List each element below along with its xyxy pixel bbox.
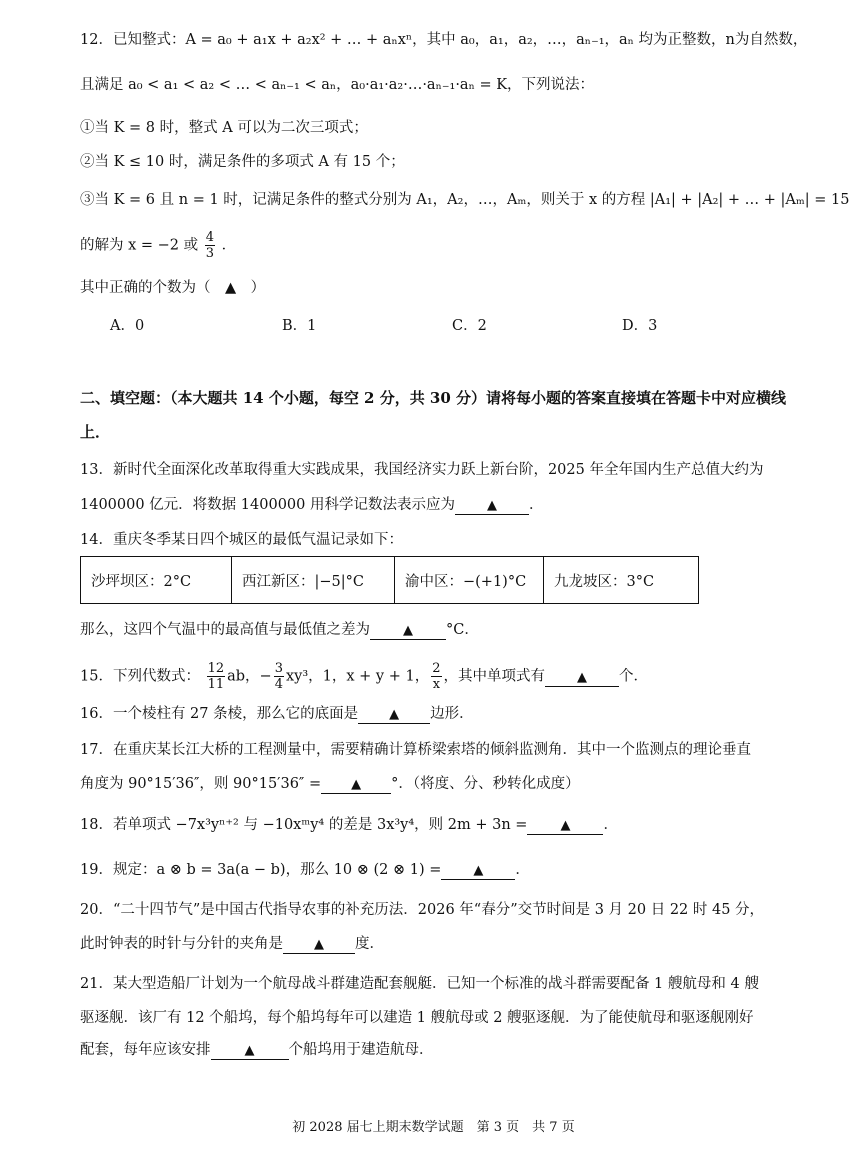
q16-line [80,704,474,724]
q13-line2-end: ． [528,497,544,513]
q21-line3-end: 个船坞用于建造航母． [288,1042,434,1058]
option-b: B．1 [282,318,317,334]
q20-line1: 20．“二十四节气”是中国古代指导农事的补充历法．2026 年“春分”交节时间是 3 月 20 日 22 时 45 分， [80,902,765,918]
q17-line2-text: 角度为 90°15′36″，则 90°15′36″ = [80,776,322,792]
q12-ask: 其中正确的个数为（ ▲ ） [80,280,266,296]
option-c: C．2 [452,318,487,334]
q12-tail-suffix: ． [221,237,237,254]
triangle-mark-icon: ▲ [473,863,484,878]
option-d: D．3 [622,318,658,334]
q17-line2-end: °．（将度、分、秒转化成度） [391,776,580,792]
q19-text: 19．规定：a ⊗ b = 3a(a − b)，那么 10 ⊗ (2 ⊗ 1) = [80,862,442,878]
page-footer: 初 2028 届七上期末数学试题 第 3 页 共 7 页 [292,1120,575,1135]
fraction-numerator: 2 [432,661,441,676]
q15-term2-tail: xy³，1，x + y + 1， [285,668,430,685]
temp-cell-xijiang: 西江新区：|−5|°C [232,557,395,604]
q20-line2-text: 此时钟表的时针与分针的夹角是 [80,936,283,952]
q16-end: 边形． [430,706,474,722]
q16-text: 16．一个棱柱有 27 条棱，那么它的底面是 [80,706,359,722]
fraction-numerator: 4 [205,230,215,245]
q14-question-text: 那么，这四个气温中的最高值与最低值之差为 [80,622,370,638]
q18-text: 18．若单项式 −7x³yⁿ⁺² 与 −10xᵐy⁴ 的差是 3x³y⁴，则 2m + 3n = [80,817,528,833]
fraction-3-4 [274,661,284,692]
triangle-mark-icon: ▲ [244,1043,255,1058]
q14-question [80,620,479,640]
q21-line3 [80,1040,434,1060]
answer-blank-19 [441,861,515,880]
q14-question-end: °C． [446,622,479,638]
table-row [81,557,699,604]
q20-line2-end: 度． [355,936,384,952]
fraction-2-x [431,661,441,692]
q12-line1: 12．已知整式：A = a₀ + a₁x + a₂x² + … + aₙxⁿ，其中 a₀，a₁，a₂，…，aₙ₋₁，aₙ 均为正整数，n为自然数， [80,32,808,48]
q21-line2: 驱逐舰．该厂有 12 个船坞，每个船坞每年可以建造 1 艘航母或 2 艘驱逐舰．为了能使航母和驱逐舰刚好 [80,1010,754,1026]
q17-line2 [80,774,580,794]
triangle-mark-icon: ▲ [403,623,413,638]
triangle-mark-icon: ▲ [351,777,362,792]
q19-line [80,860,530,880]
q12-statement-3-tail [80,230,236,261]
q14-intro: 14．重庆冬季某日四个城区的最低气温记录如下： [80,532,403,548]
temperature-table [80,556,699,604]
temp-cell-jiulongpo: 九龙坡区：3°C [544,557,699,604]
q20-line2 [80,934,384,954]
q15-suffix: ，其中单项式有 [443,668,545,685]
fraction-denominator: 4 [274,677,283,692]
q12-statement-1: ①当 K = 8 时，整式 A 可以为二次三项式； [80,120,368,136]
triangle-mark-icon: ▲ [314,937,324,952]
triangle-mark-icon: ▲ [486,498,497,513]
fraction-12-11 [207,661,226,692]
triangle-mark-icon: ▲ [560,818,571,833]
q15-end: 个． [619,668,648,685]
q12-statement-2: ②当 K ≤ 10 时，满足条件的多项式 A 有 15 个； [80,154,405,170]
q15-term1-tail: ab，− [227,668,272,685]
answer-blank-15 [545,668,619,687]
answer-blank-14 [370,621,446,640]
fraction-numerator: 3 [274,661,283,676]
q15-prefix: 15．下列代数式： [80,668,200,685]
answer-blank-16 [358,705,430,724]
fraction-numerator: 12 [207,661,225,676]
answer-blank-17 [321,775,391,794]
q15-line [80,661,648,692]
section2-heading-line1: 二、填空题：（本大题共 14 个小题，每空 2 分，共 30 分）请将每小题的答案直接填在答题卡中对应横线 [80,389,787,407]
q19-end: ． [515,862,530,878]
q12-statement-3: ③当 K = 6 且 n = 1 时，记满足条件的整式分别为 A₁，A₂，…，Aₘ，则关于 x 的方程 |A₁| + |A₂| + … + |Aₘ| = 15 [80,192,850,208]
q12-line2: 且满足 a₀ < a₁ < a₂ < … < aₙ₋₁ < aₙ，a₀·a₁·a₂·…·aₙ₋₁·aₙ = K，下列说法： [80,77,595,93]
q13-line1: 13．新时代全面深化改革取得重大实践成果，我国经济实力跃上新台阶，2025 年全年国内生产总值大约为 [80,462,764,478]
option-a: A．0 [110,318,145,334]
fraction-denominator: 3 [205,246,215,261]
q13-line2-text: 1400000 亿元．将数据 1400000 用科学记数法表示应为 [80,497,455,513]
triangle-mark-icon: ▲ [389,707,400,722]
q18-end: ． [603,817,618,833]
q21-line3-text: 配套，每年应该安排 [80,1042,211,1058]
answer-blank-21 [211,1041,289,1060]
fraction-denominator: 11 [207,677,225,692]
answer-blank-20 [283,935,355,954]
temp-cell-yuzhong: 渝中区：−(+1)°C [395,557,544,604]
section2-heading-line2: 上． [80,423,111,441]
answer-blank-18 [527,816,603,835]
triangle-mark-icon: ▲ [577,669,587,685]
q13-line2 [80,495,543,515]
q18-line [80,815,618,835]
fraction-four-thirds [205,230,215,261]
answer-blank-13 [455,496,529,515]
q21-line1: 21．某大型造船厂计划为一个航母战斗群建造配套舰艇．已知一个标准的战斗群需要配备 1 艘航母和 4 艘 [80,976,759,992]
q17-line1: 17．在重庆某长江大桥的工程测量中，需要精确计算桥梁索塔的倾斜监测角．其中一个监测点的理论垂直 [80,742,751,758]
temp-cell-shapingba: 沙坪坝区：2°C [81,557,232,604]
q12-tail-prefix: 的解为 x = −2 或 [80,237,199,254]
fraction-denominator: x [432,677,441,692]
